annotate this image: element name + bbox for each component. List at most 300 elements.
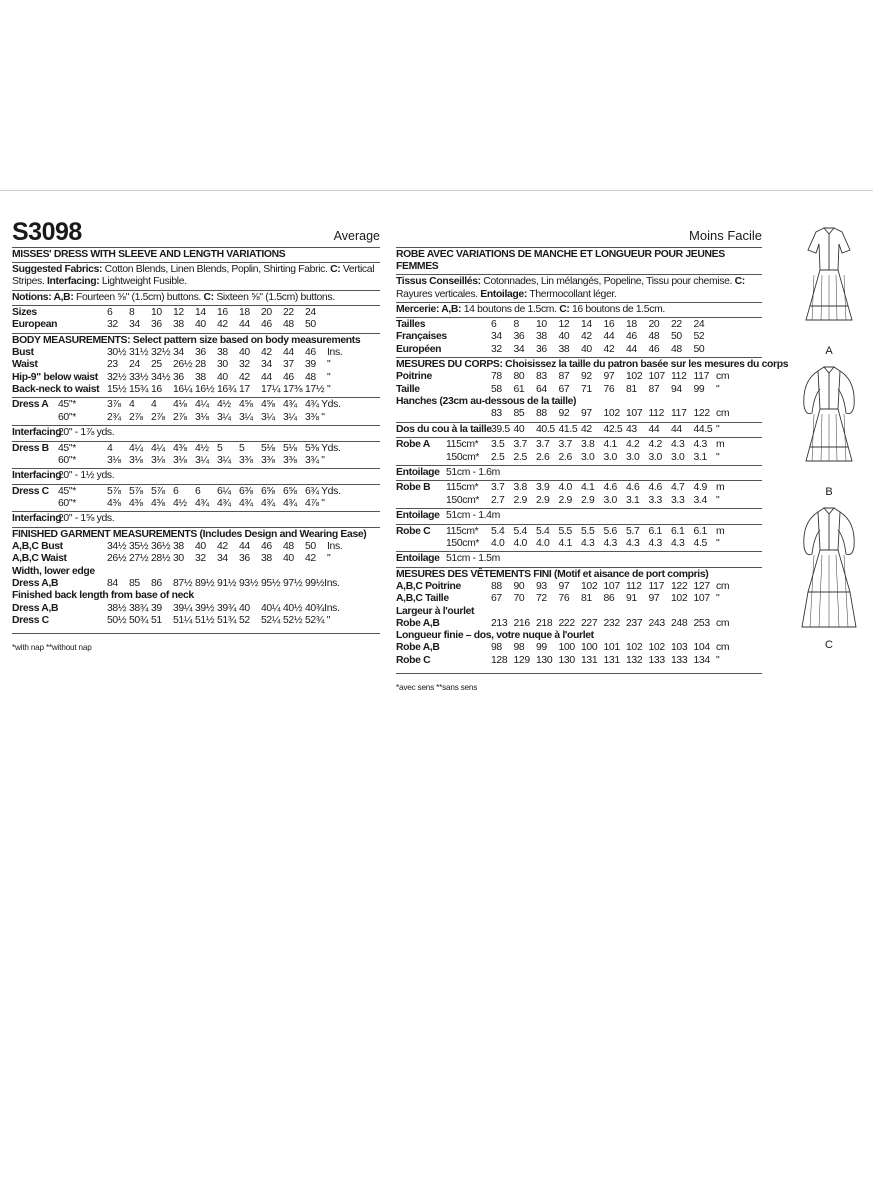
table-cell: 40 <box>195 319 206 331</box>
table-cell: 32 <box>491 343 502 355</box>
table-cell: 42 <box>217 319 228 331</box>
table-cell: 4¾ <box>261 498 275 510</box>
row-label: A,B,C Bust <box>12 541 63 553</box>
table-cell: 218 <box>536 617 553 629</box>
interfacing-text: Thermocollant léger. <box>526 288 617 300</box>
divider <box>12 633 380 634</box>
width-heading-fr: Largeur à l'ourlet <box>396 605 475 617</box>
table-cell: 6 <box>491 319 497 331</box>
table-cell: 3⅛ <box>107 454 121 466</box>
length-row <box>396 655 762 667</box>
length-table <box>12 603 380 628</box>
table-cell: 38 <box>217 346 228 358</box>
notions-c-text: Sixteen ⅝" (1.5cm) buttons. <box>213 291 335 303</box>
table-cell: 30 <box>173 553 184 565</box>
table-cell: 50 <box>305 541 316 553</box>
yardage-row <box>396 482 762 494</box>
table-cell: 32½ <box>107 371 127 383</box>
table-cell: 50 <box>671 331 682 343</box>
table-cell: 3¼ <box>239 411 253 423</box>
table-cell: 107 <box>648 371 665 383</box>
row-label: Robe A <box>396 439 430 451</box>
table-cell: cm <box>716 617 730 629</box>
table-cell: " <box>716 383 720 395</box>
row-label <box>396 538 446 550</box>
table-cell: 51cm - 1.4m <box>446 510 500 522</box>
table-cell: 36 <box>151 319 162 331</box>
row-label: Hip-9" below waist <box>12 371 98 383</box>
table-cell: 16 <box>217 306 228 318</box>
table-cell: 134 <box>693 654 710 666</box>
table-cell: 45"* <box>58 399 76 411</box>
table-cell: 2⅞ <box>173 411 187 423</box>
table-cell: 4¾ Yds. <box>305 399 341 411</box>
table-cell: 8 <box>129 306 135 318</box>
table-cell: 58 <box>491 383 502 395</box>
table-cell: 16¾ <box>217 383 237 395</box>
table-cell: 43 <box>626 423 637 435</box>
divider <box>396 302 762 303</box>
table-cell: 5.7 <box>626 525 640 537</box>
row-label: Sizes <box>12 306 37 318</box>
length-row <box>12 615 380 627</box>
table-cell: 2.5 <box>491 451 505 463</box>
suggested-fabrics-fr <box>396 276 762 300</box>
table-cell: 2¾ <box>107 411 121 423</box>
table-cell: 3⅜ <box>261 454 275 466</box>
table-cell: 2.7 <box>491 494 505 506</box>
table-cell: 44 <box>261 371 272 383</box>
body-row <box>12 347 380 359</box>
divider <box>396 247 762 248</box>
table-cell: 6.1 <box>648 525 662 537</box>
table-cell: 81 <box>626 383 637 395</box>
length-table-fr <box>396 642 762 667</box>
table-cell: 51cm - 1.6m <box>446 466 500 478</box>
table-cell: 52½ <box>283 615 303 627</box>
suggested-fabrics <box>12 264 380 288</box>
row-label: Dress C <box>12 485 49 497</box>
table-cell: cm <box>716 371 730 383</box>
table-cell: 100 <box>558 642 575 654</box>
table-cell: 4.7 <box>671 482 685 494</box>
table-cell: 102 <box>626 642 643 654</box>
table-cell: 5.6 <box>603 525 617 537</box>
fabrics-c-text: Vertical Stripes. <box>12 264 375 288</box>
table-cell: 81 <box>581 593 592 605</box>
table-cell: 44 <box>239 319 250 331</box>
table-cell: 102 <box>671 593 688 605</box>
table-cell: 115cm* <box>446 482 479 494</box>
notions-c-label: C: <box>203 291 214 303</box>
table-cell: 4 <box>129 399 135 411</box>
yardage-row <box>396 526 762 538</box>
table-cell: 3.3 <box>648 494 662 506</box>
table-cell: 3.0 <box>671 451 685 463</box>
table-cell: 107 <box>626 408 643 420</box>
table-cell: 98 <box>513 642 525 654</box>
table-cell: 2.6 <box>558 451 572 463</box>
table-cell: 32 <box>107 319 118 331</box>
table-cell: 3.0 <box>581 451 595 463</box>
divider <box>12 262 380 263</box>
table-cell: 60"* <box>58 411 76 423</box>
table-cell: 44 <box>239 541 250 553</box>
table-cell: 232 <box>603 617 620 629</box>
table-cell: 3.1 <box>693 451 707 463</box>
table-cell: 3⅜ <box>283 454 297 466</box>
table-cell: 36½ <box>151 541 171 553</box>
table-cell: 67 <box>558 383 570 395</box>
table-cell: 42 <box>581 331 592 343</box>
table-cell: 42 <box>217 541 228 553</box>
table-cell: 3.7 <box>558 439 572 451</box>
table-cell: 4.0 <box>513 537 527 549</box>
row-label: Entoilage <box>396 510 440 522</box>
table-cell: 42 <box>305 553 316 565</box>
table-cell: 5 <box>217 442 223 454</box>
table-cell: 51½ <box>195 615 215 627</box>
table-cell: 18 <box>626 319 637 331</box>
table-cell: 50 <box>305 319 316 331</box>
table-cell: 46 <box>305 346 316 358</box>
row-label <box>396 408 491 420</box>
table-cell: 48 <box>648 331 660 343</box>
table-cell: 4½ <box>195 442 209 454</box>
finished-measurements-heading: FINISHED GARMENT MEASUREMENTS (Includes Design and Wearing Ease) <box>12 528 367 540</box>
table-cell: 46 <box>283 371 294 383</box>
row-label <box>396 495 446 507</box>
body-measurements-table-fr <box>396 371 762 396</box>
divider <box>396 673 762 674</box>
table-cell: 3.3 <box>671 494 685 506</box>
table-cell: 98 <box>491 642 502 654</box>
table-cell: 4.1 <box>558 537 572 549</box>
table-cell: 6⅝ <box>283 485 297 497</box>
table-cell: 3.5 <box>491 439 505 451</box>
table-cell: 8 <box>513 319 519 331</box>
table-cell: 3.8 <box>581 439 595 451</box>
table-cell: 102 <box>648 642 665 654</box>
body-row <box>396 384 762 396</box>
table-cell: 107 <box>693 593 710 605</box>
difficulty-level-fr: Moins Facile <box>689 228 762 243</box>
table-cell: 253 <box>693 617 710 629</box>
yardage-row <box>12 399 380 411</box>
footnote: *with nap **without nap <box>12 643 92 653</box>
table-cell: 99 <box>693 383 705 395</box>
table-cell: 36 <box>536 343 547 355</box>
table-cell: 38 <box>536 331 547 343</box>
length-heading-fr: Longueur finie – dos, votre nuque à l'ourlet <box>396 630 594 642</box>
table-cell: 17⅜ <box>283 383 303 395</box>
table-cell: 5⅜ Yds. <box>305 442 341 454</box>
divider <box>396 274 762 275</box>
table-cell: 4⅜ <box>173 442 187 454</box>
table-cell: 2⅞ <box>151 411 165 423</box>
body-measurements-heading: BODY MEASUREMENTS: Select pattern size based on body measurements <box>12 334 361 346</box>
notions-c-text: 16 boutons de 1.5cm. <box>569 303 665 315</box>
table-cell: 117 <box>693 371 710 383</box>
table-cell: 33½ <box>129 371 149 383</box>
table-cell: 67 <box>491 593 502 605</box>
table-cell: 12 <box>558 319 570 331</box>
dress-a-illustration <box>794 220 864 340</box>
table-cell: 3.9 <box>536 482 550 494</box>
table-cell: 40 <box>558 331 570 343</box>
table-cell: 60"* <box>58 498 76 510</box>
row-label: Dress B <box>12 442 49 454</box>
row-label: Taille <box>396 383 420 395</box>
interfacing-row <box>396 553 762 565</box>
table-cell: 38 <box>173 319 184 331</box>
table-cell: 44 <box>648 423 660 435</box>
table-cell: 35½ <box>129 541 149 553</box>
size-row <box>396 331 762 343</box>
table-cell: 4.3 <box>671 537 685 549</box>
row-label: Dress C <box>12 615 49 627</box>
size-row <box>396 344 762 356</box>
yardage-table <box>12 399 380 528</box>
table-cell: 46 <box>648 343 660 355</box>
table-cell: 32 <box>195 553 206 565</box>
row-label: A,B,C Waist <box>12 553 67 565</box>
table-cell: 127 <box>693 580 710 592</box>
table-cell: 3.0 <box>626 451 640 463</box>
table-cell: 22 <box>671 319 682 331</box>
table-cell: 38 <box>261 553 272 565</box>
table-cell: 4.5 <box>693 537 707 549</box>
table-cell: 2.6 <box>536 451 550 463</box>
table-cell: 44 <box>283 346 294 358</box>
row-label: Européen <box>396 343 442 355</box>
table-cell: 15¾ <box>129 383 149 395</box>
interfacing-row <box>396 467 762 479</box>
table-cell: 32 <box>239 359 250 371</box>
table-cell: 61 <box>513 383 525 395</box>
table-cell: 44 <box>603 331 615 343</box>
table-cell: 128 <box>491 654 508 666</box>
table-cell: 71 <box>581 383 592 395</box>
pattern-title: MISSES' DRESS WITH SLEEVE AND LENGTH VARIATIONS <box>12 249 286 260</box>
table-cell: 44 <box>671 423 682 435</box>
table-cell: 88 <box>491 580 502 592</box>
table-cell: 16½ <box>195 383 215 395</box>
table-cell: 27½ <box>129 553 149 565</box>
table-cell: 3.7 <box>491 482 505 494</box>
table-cell: 76 <box>603 383 615 395</box>
table-cell: 84 <box>107 578 118 590</box>
table-cell: 20" - 1⅞ yds. <box>58 427 115 439</box>
table-cell: 88 <box>536 408 547 420</box>
table-cell: 34½ <box>107 541 127 553</box>
interfacing-text: Lightweight Fusible. <box>99 276 187 288</box>
table-cell: 39½ <box>195 602 215 614</box>
row-label <box>12 498 58 510</box>
footnote-fr: *avec sens **sans sens <box>396 683 478 693</box>
row-label: Poitrine <box>396 371 432 383</box>
english-column <box>12 218 380 655</box>
table-cell: 104 <box>693 642 710 654</box>
table-cell: 20" - 1⅝ yds. <box>58 513 115 525</box>
interfacing-label: Interfacing: <box>46 276 100 288</box>
table-cell: 4.0 <box>491 537 505 549</box>
table-cell: 6 <box>195 485 201 497</box>
table-cell: 39 <box>305 359 316 371</box>
table-cell: 4¼ <box>151 442 165 454</box>
table-cell: 122 <box>671 580 688 592</box>
notions-text: 14 boutons de 1.5cm. <box>461 303 560 315</box>
table-cell: 237 <box>626 617 643 629</box>
table-cell: 92 <box>558 408 570 420</box>
divider <box>396 317 762 318</box>
table-cell: 76 <box>558 593 570 605</box>
table-cell: 85 <box>513 408 525 420</box>
table-cell: 3¼ <box>195 454 209 466</box>
table-cell: 24 <box>693 319 705 331</box>
table-cell: 12 <box>173 306 184 318</box>
table-cell: 102 <box>626 371 643 383</box>
body-measurements-table <box>12 347 380 397</box>
table-cell: 17¼ <box>261 383 281 395</box>
table-cell: 4.1 <box>581 482 595 494</box>
table-cell: 52 <box>239 615 250 627</box>
table-cell: 4¾ <box>283 498 297 510</box>
table-cell: 6⅜ <box>239 485 253 497</box>
row-label: Dress A,B <box>12 578 59 590</box>
row-label <box>12 455 58 467</box>
row-label: Dress A,B <box>12 602 59 614</box>
view-illustrations <box>794 220 864 651</box>
table-cell: 4⅜ <box>107 498 121 510</box>
table-cell: 2.9 <box>513 494 527 506</box>
hanches-values-row <box>396 408 762 420</box>
table-cell: 48 <box>305 371 316 383</box>
body-row <box>12 372 380 384</box>
finished-row <box>396 581 762 593</box>
table-cell: 3.4 <box>693 494 707 506</box>
table-cell: 131 <box>603 654 620 666</box>
table-cell: 5.4 <box>536 525 550 537</box>
table-cell: 89½ <box>195 578 215 590</box>
table-cell: 90 <box>513 580 525 592</box>
fabrics-c-text: Rayures verticales. <box>396 288 481 300</box>
table-cell: 3¼ <box>261 411 275 423</box>
table-cell: 28 <box>195 359 206 371</box>
table-cell: 4¼ <box>129 442 143 454</box>
yardage-row <box>396 538 762 550</box>
table-cell: 4.2 <box>648 439 662 451</box>
table-cell: 117 <box>671 408 687 420</box>
table-cell: 36 <box>513 331 525 343</box>
table-cell: 2.9 <box>581 494 595 506</box>
table-cell: 20" - 1½ yds. <box>58 470 115 482</box>
yardage-row <box>396 452 762 464</box>
table-cell: 87 <box>648 383 660 395</box>
row-label: Interfacing <box>12 513 62 525</box>
table-cell: " <box>716 654 720 666</box>
width-row <box>12 578 380 590</box>
difficulty-level: Average <box>333 229 380 243</box>
table-cell: 3¼ <box>217 454 231 466</box>
table-cell: 42 <box>603 343 615 355</box>
table-cell: 2.9 <box>558 494 572 506</box>
table-cell: cm <box>716 408 730 420</box>
table-cell: 39¾ <box>217 602 237 614</box>
table-cell: 3.7 <box>536 439 550 451</box>
table-cell: 4⅝ <box>239 399 253 411</box>
table-cell: " <box>327 383 331 395</box>
table-cell: 40 <box>239 602 250 614</box>
table-cell: 102 <box>581 580 598 592</box>
divider <box>12 333 380 334</box>
table-cell: 38½ <box>107 602 127 614</box>
row-label: A,B,C Taille <box>396 593 449 605</box>
table-cell: 5.5 <box>558 525 572 537</box>
table-cell: 4.6 <box>648 482 662 494</box>
table-cell: 101 <box>603 642 620 654</box>
table-cell: 3⅛ <box>129 454 143 466</box>
top-rule <box>0 190 873 191</box>
sizes-table <box>12 307 380 332</box>
table-cell: 36 <box>239 553 250 565</box>
pattern-code: S3098 <box>12 218 82 246</box>
table-cell: 3⅛ <box>195 411 209 423</box>
table-cell: 112 <box>648 408 665 420</box>
yardage-table-fr <box>396 439 762 568</box>
table-cell: 91 <box>626 593 637 605</box>
table-cell: 4⅞ " <box>305 498 325 510</box>
table-cell: 133 <box>671 654 688 666</box>
table-cell: 26½ <box>107 553 127 565</box>
table-cell: 24 <box>129 359 140 371</box>
fabrics-c-label: C: <box>734 276 745 288</box>
fabrics-label: Suggested Fabrics: <box>12 264 103 276</box>
table-cell: 40 <box>513 423 525 435</box>
table-cell: 28½ <box>151 553 171 565</box>
table-cell: 4⅝ <box>261 399 275 411</box>
divider <box>396 437 762 438</box>
table-cell: 51¾ <box>217 615 237 627</box>
table-cell: 5.4 <box>491 525 505 537</box>
table-cell: 87 <box>558 371 570 383</box>
row-label: Dos du cou à la taille <box>396 423 492 435</box>
table-cell: 97 <box>581 408 592 420</box>
size-row <box>12 307 380 319</box>
table-cell: 41.5 <box>558 423 578 435</box>
table-cell: 91½ <box>217 578 237 590</box>
table-cell: 48 <box>283 319 294 331</box>
table-cell: 64 <box>536 383 547 395</box>
table-cell: 4.3 <box>603 537 617 549</box>
table-cell: 5⅛ <box>283 442 297 454</box>
table-cell: 4⅛ <box>173 399 187 411</box>
table-cell: 2⅞ <box>129 411 143 423</box>
finished-row <box>12 541 380 553</box>
table-cell: 46 <box>261 541 272 553</box>
finished-measurements-table <box>12 541 380 566</box>
table-cell: 115cm* <box>446 439 479 451</box>
row-label <box>12 412 58 424</box>
table-cell: 45"* <box>58 442 76 454</box>
table-cell: " <box>716 423 720 435</box>
table-cell: 3.8 <box>513 482 527 494</box>
width-heading: Width, lower edge <box>12 565 95 577</box>
table-cell: 97½ <box>283 578 303 590</box>
sizes-table-fr <box>396 319 762 356</box>
fabrics-text: Cotonnades, Lin mélangés, Popeline, Tissu pour chemise. <box>480 276 735 288</box>
table-cell: 16 <box>603 319 615 331</box>
